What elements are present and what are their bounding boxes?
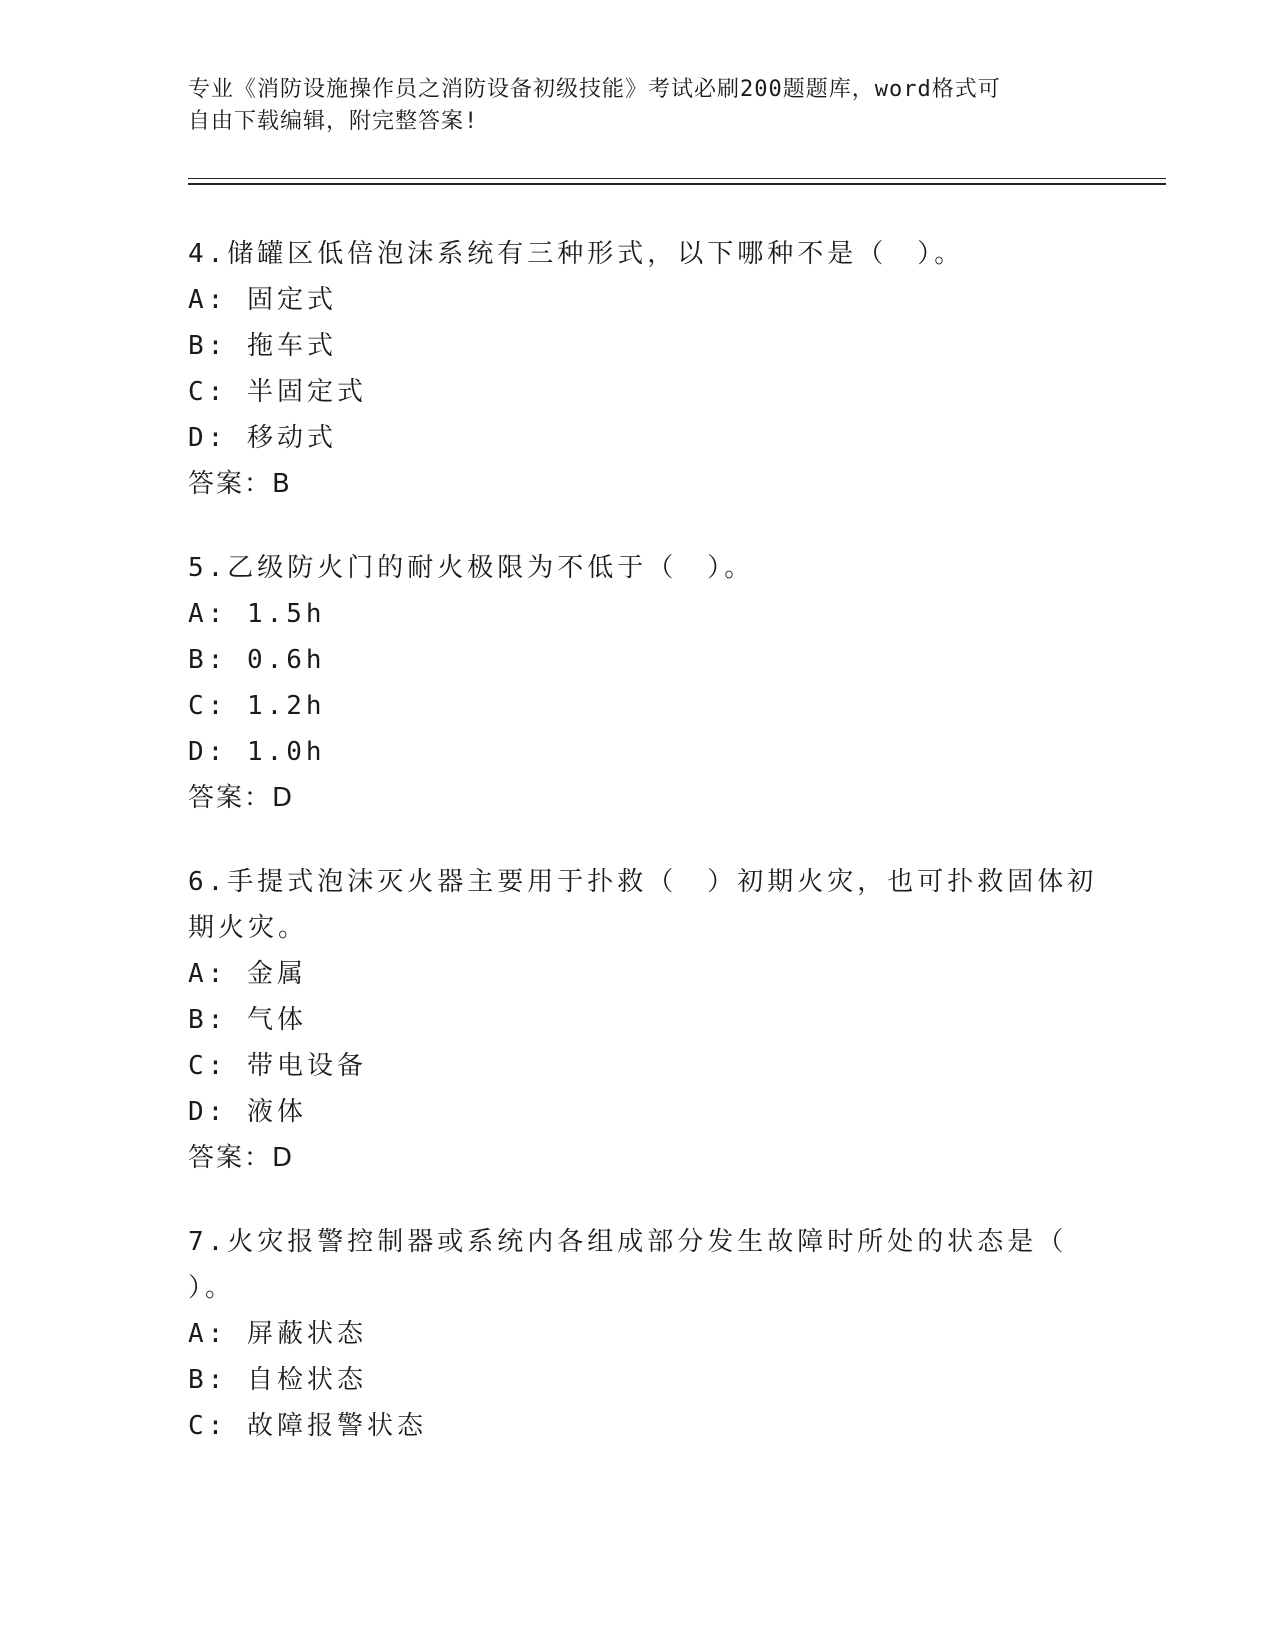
question-stem-line-2: 期火灾。 (188, 913, 309, 943)
option-c: C: 故障报警状态 (188, 1411, 427, 1441)
option-a: A: 固定式 (188, 285, 337, 315)
option-a: A: 金属 (188, 959, 307, 989)
answer-line: 答案：D (188, 783, 295, 813)
header-line-1: 专业《消防设施操作员之消防设备初级技能》考试必刷200题题库，word格式可 (188, 77, 1001, 102)
question-stem-line-1: 6.手提式泡沫灭火器主要用于扑救（ ）初期火灾，也可扑救固体初 (188, 867, 1098, 897)
question-stem: 5.乙级防火门的耐火极限为不低于（ ）。 (188, 553, 755, 583)
question-4 (188, 231, 1088, 507)
question-6 (188, 859, 1098, 1181)
document-header (188, 74, 1088, 138)
option-d: D: 液体 (188, 1097, 307, 1127)
question-stem: 4.储罐区低倍泡沫系统有三种形式，以下哪种不是（ ）。 (188, 239, 965, 269)
option-b: B: 气体 (188, 1005, 307, 1035)
option-c: C: 1.2h (188, 691, 326, 721)
header-line-2: 自由下载编辑，附完整答案! (188, 109, 479, 134)
question-stem-line-2: ）。 (188, 1273, 236, 1303)
option-d: D: 1.0h (188, 737, 326, 767)
option-b: B: 拖车式 (188, 331, 337, 361)
header-divider-thin (188, 178, 1166, 179)
option-b: B: 自检状态 (188, 1365, 367, 1395)
option-b: B: 0.6h (188, 645, 326, 675)
option-a: A: 屏蔽状态 (188, 1319, 367, 1349)
option-a: A: 1.5h (188, 599, 326, 629)
option-c: C: 带电设备 (188, 1051, 367, 1081)
question-stem-line-1: 7.火灾报警控制器或系统内各组成部分发生故障时所处的状态是（ (188, 1227, 1068, 1257)
answer-line: 答案：B (188, 469, 292, 499)
header-divider-thick (188, 183, 1166, 185)
answer-line: 答案：D (188, 1143, 295, 1173)
option-d: D: 移动式 (188, 423, 337, 453)
question-5 (188, 545, 1088, 821)
question-list (188, 231, 1098, 1487)
option-c: C: 半固定式 (188, 377, 367, 407)
question-7 (188, 1219, 1088, 1449)
